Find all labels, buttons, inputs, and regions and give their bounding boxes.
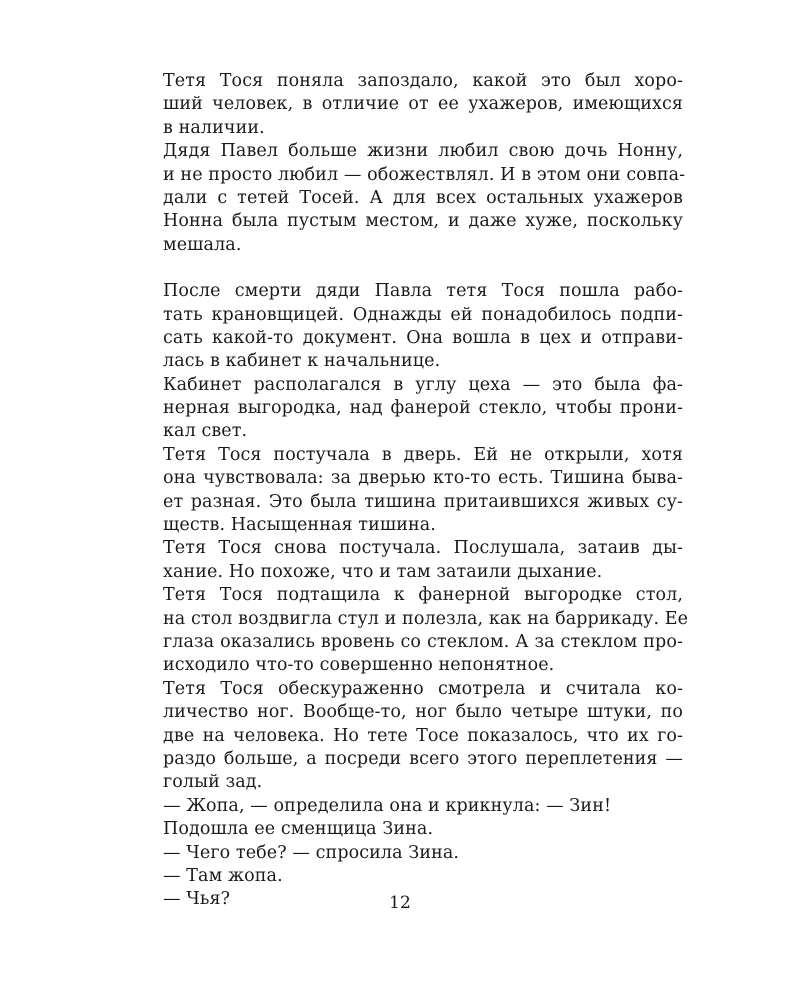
section-gap	[163, 257, 683, 280]
text-line: — Чья?	[163, 889, 231, 910]
text-line: ет разная. Это была тишина притаившихся живых су-	[163, 491, 683, 512]
text-line: Подошла ее сменщица Зина.	[163, 819, 434, 840]
text-line: Кабинет располагался в углу цеха — это была фа-	[163, 374, 683, 395]
text-line: в наличии.	[163, 117, 265, 138]
text-line: мешала.	[163, 234, 242, 255]
text-line: и не просто любил — обожествлял. И в этом они совпа-	[163, 164, 686, 185]
text-line: — Чего тебе? — спросила Зина.	[163, 842, 460, 863]
text-line: личество ног. Вообще-то, ног было четыре штуки, по	[163, 702, 683, 723]
text-line: исходило что-то совершенно непонятное.	[163, 655, 555, 676]
text-line: Тетя Тося постучала в дверь. Ей не открыли, хотя	[163, 444, 683, 465]
text-line: тать крановщицей. Однажды ей понадобилось подпи-	[163, 304, 683, 325]
text-line: дали с тетей Тосей. А для всех остальных ухажеров	[163, 187, 683, 208]
text-line: кал свет.	[163, 421, 248, 442]
text-line: нерная выгородка, над фанерой стекло, чтобы прони-	[163, 398, 683, 419]
text-line: Тетя Тося обескураженно смотрела и считала ко-	[163, 678, 683, 699]
text-line: Тетя Тося поняла запоздало, какой это был хоро-	[163, 71, 683, 91]
text-line: — Жопа, — определила она и крикнула: — Зин!	[163, 795, 612, 816]
text-line: она чувствовала: за дверью кто-то есть. Тишина быва-	[163, 468, 683, 489]
text-line: лась в кабинет к начальнице.	[163, 351, 441, 372]
text-line: Тетя Тося подтащила к фанерной выгородке стол,	[163, 585, 683, 606]
text-line: две на человека. Но тете Тосе показалось, что их го-	[163, 725, 683, 746]
text-line: голый зад.	[163, 772, 263, 793]
text-line: на стол воздвигла стул и полезла, как на баррикаду. Ее	[163, 608, 689, 629]
text-line: После смерти дяди Павла тетя Тося пошла рабо-	[163, 281, 683, 302]
text-line: ший человек, в отличие от ее ухажеров, имеющихся	[163, 94, 683, 115]
text-line: — Там жопа.	[163, 865, 283, 886]
text-line: сать какой-то документ. Она вошла в цех и отправи-	[163, 327, 683, 348]
text-line: Тетя Тося снова постучала. Послушала, затаив ды-	[163, 538, 683, 559]
text-line: хание. Но похоже, что и там затаили дыхание.	[163, 561, 603, 582]
text-line: ществ. Насыщенная тишина.	[163, 515, 436, 536]
text-line: раздо больше, а посреди всего этого переплетения —	[163, 748, 683, 769]
page-number: 12	[389, 893, 411, 913]
body-text	[163, 70, 689, 912]
text-line: Нонна была пустым местом, и даже хуже, поскольку	[163, 211, 683, 232]
text-line: Дядя Павел больше жизни любил свою дочь Нонну,	[163, 141, 683, 162]
text-line: глаза оказались вровень со стеклом. А за стеклом про-	[163, 631, 683, 652]
